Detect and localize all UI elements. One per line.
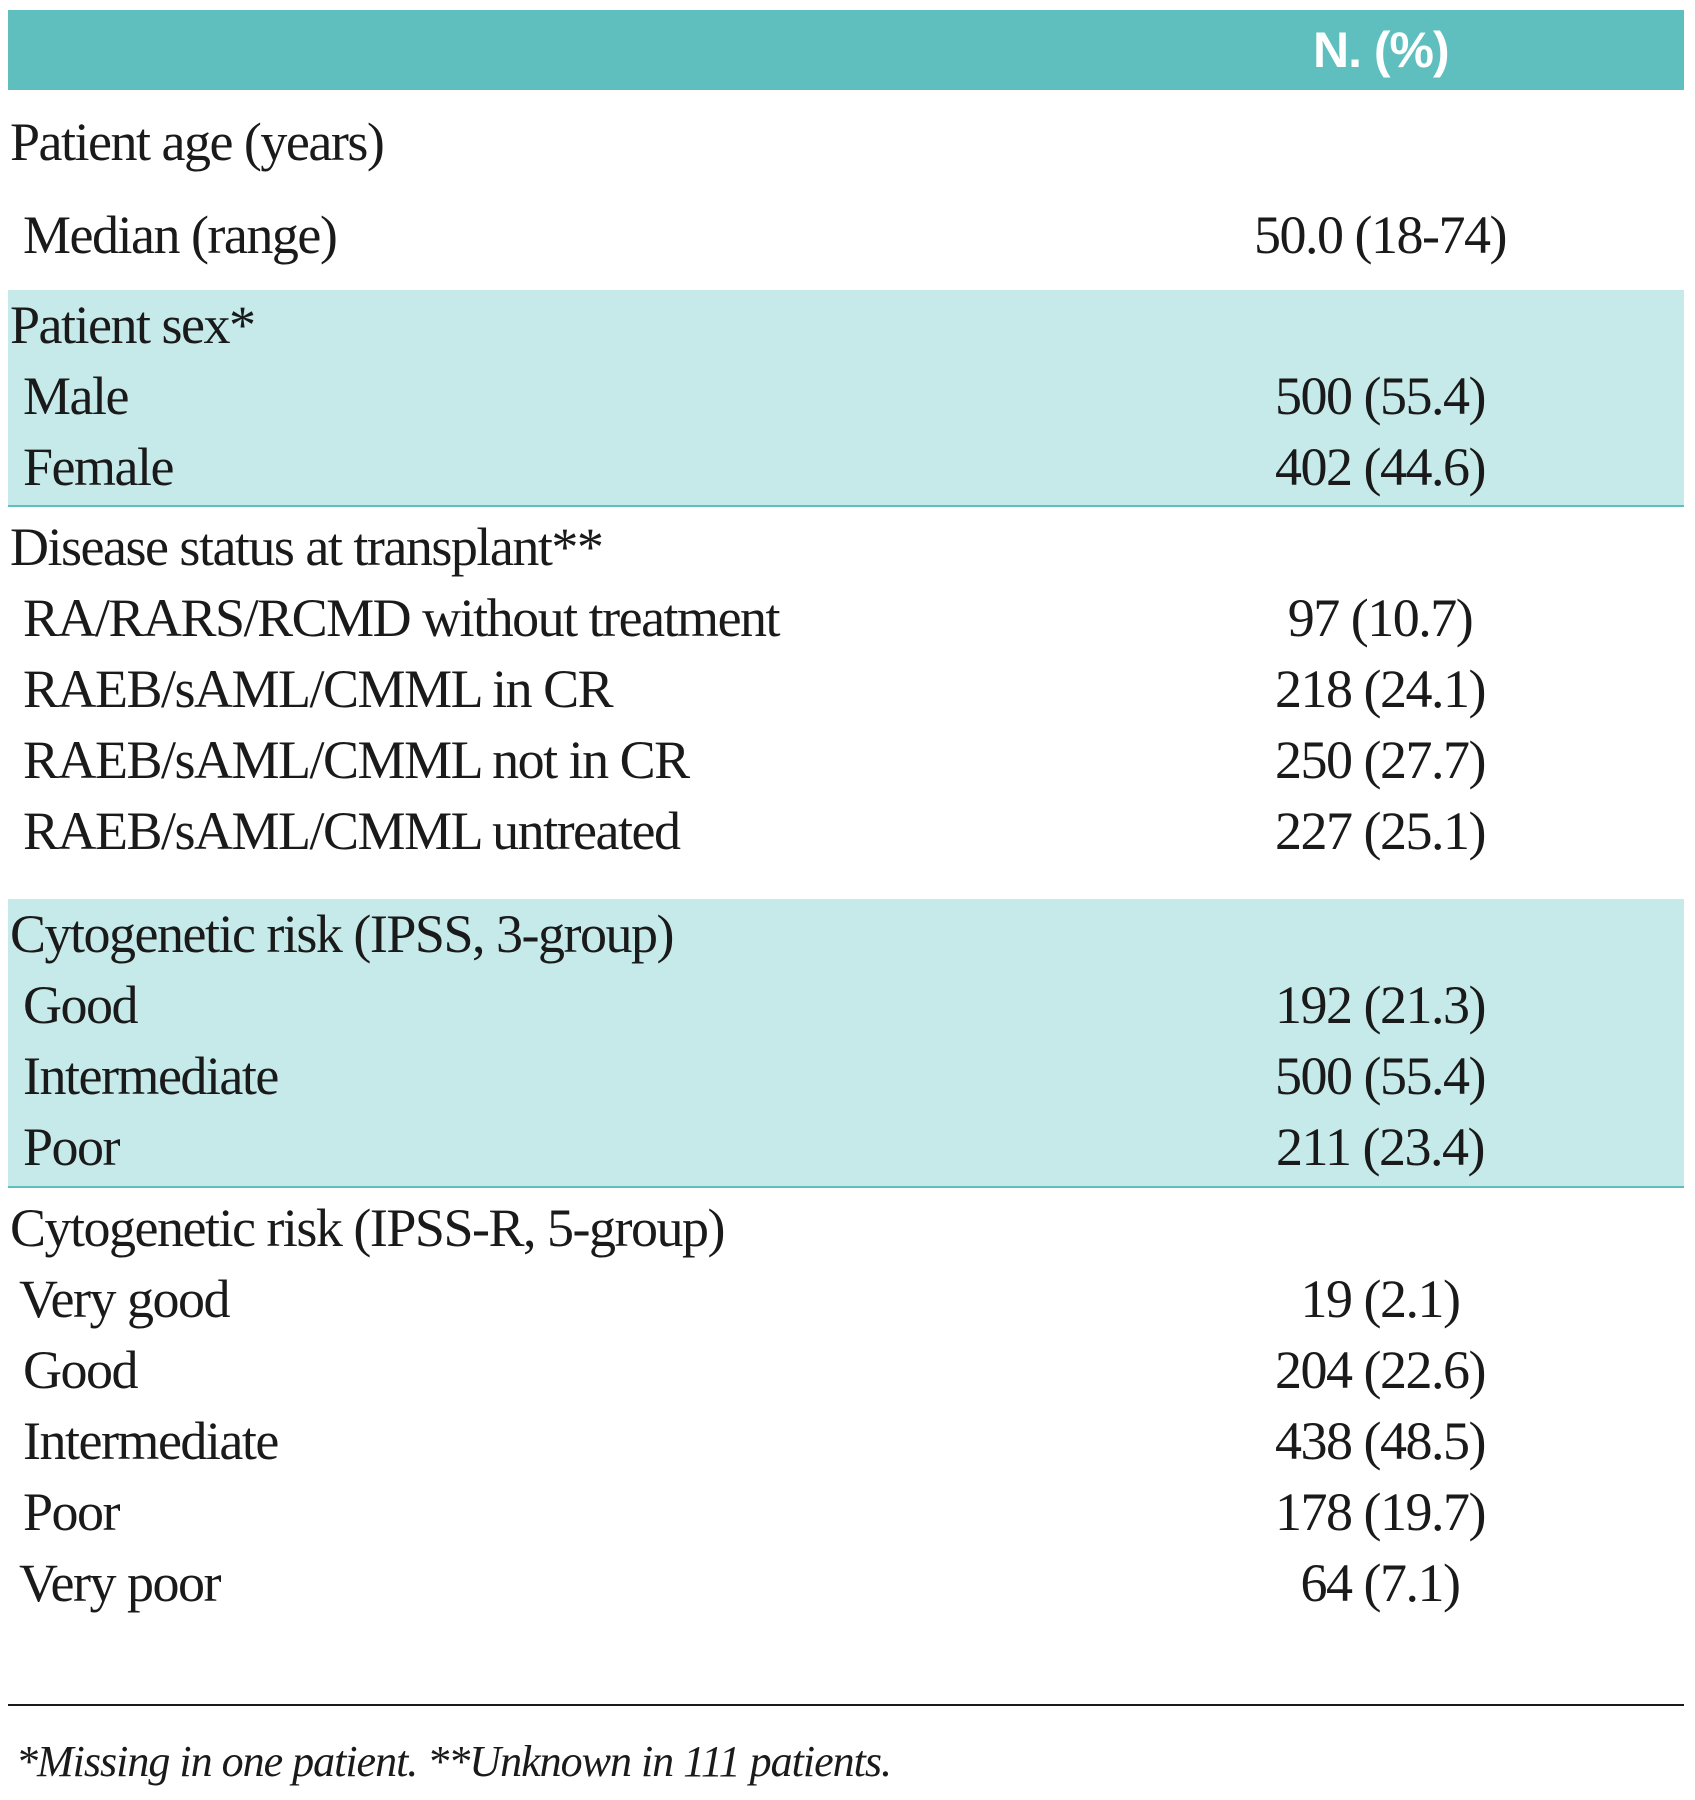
row-label: RAEB/sAML/CMML in CR xyxy=(23,659,613,719)
table-row xyxy=(8,725,1684,796)
table-row xyxy=(8,583,1684,654)
row-label: RAEB/sAML/CMML untreated xyxy=(23,801,680,861)
row-label: RAEB/sAML/CMML not in CR xyxy=(23,730,689,790)
section-patient-age xyxy=(8,107,1684,294)
section-title-row xyxy=(8,290,1684,361)
row-label: Good xyxy=(23,975,137,1035)
row-value: 500 (55.4) xyxy=(1275,366,1485,426)
table-row xyxy=(8,1477,1684,1548)
row-value: 19 (2.1) xyxy=(1300,1269,1460,1329)
patient-characteristics-table xyxy=(8,10,1684,1786)
row-label: Poor xyxy=(23,1117,120,1177)
table-row xyxy=(8,654,1684,725)
section-title: Cytogenetic risk (IPSS-R, 5-group) xyxy=(10,1198,724,1258)
table-footnote: *Missing in one patient. **Unknown in 111 patients. xyxy=(16,1737,891,1786)
table-row xyxy=(8,1112,1684,1183)
row-label: Male xyxy=(23,366,128,426)
section-title-row xyxy=(8,1193,1684,1264)
section-cytogenetic-ipss-r xyxy=(8,1188,1684,1619)
section-title: Cytogenetic risk (IPSS, 3-group) xyxy=(10,904,673,964)
table-row xyxy=(8,1548,1684,1619)
section-title: Patient sex* xyxy=(10,295,255,355)
row-value: 204 (22.6) xyxy=(1275,1340,1485,1400)
table-bottom-rule xyxy=(8,1704,1684,1706)
row-label: Female xyxy=(23,437,173,497)
value-column-header: N. (%) xyxy=(1313,22,1449,78)
row-value: 438 (48.5) xyxy=(1275,1411,1485,1471)
table-row xyxy=(8,970,1684,1041)
row-label: RA/RARS/RCMD without treatment xyxy=(23,588,780,648)
table-row xyxy=(8,796,1684,867)
row-value: 97 (10.7) xyxy=(1287,588,1473,648)
section-title: Disease status at transplant** xyxy=(10,517,603,577)
row-value: 64 (7.1) xyxy=(1300,1553,1460,1613)
table-row xyxy=(8,1041,1684,1112)
row-value: 192 (21.3) xyxy=(1275,975,1485,1035)
row-value: 178 (19.7) xyxy=(1275,1482,1485,1542)
row-value: 402 (44.6) xyxy=(1275,437,1485,497)
section-title: Patient age (years) xyxy=(10,112,384,172)
table-row xyxy=(8,432,1684,503)
table-row xyxy=(8,1264,1684,1335)
table-row xyxy=(8,361,1684,432)
section-patient-sex xyxy=(8,290,1684,507)
row-value: 250 (27.7) xyxy=(1275,730,1485,790)
row-label: Intermediate xyxy=(23,1046,278,1106)
row-value: 211 (23.4) xyxy=(1276,1117,1484,1177)
row-label: Very good xyxy=(19,1269,229,1329)
row-value: 50.0 (18-74) xyxy=(1254,205,1506,265)
row-value: 218 (24.1) xyxy=(1275,659,1485,719)
row-value: 500 (55.4) xyxy=(1275,1046,1485,1106)
table-header-bar xyxy=(8,10,1684,90)
section-title-row xyxy=(8,899,1684,970)
row-label: Very poor xyxy=(19,1553,220,1613)
section-title-row xyxy=(8,107,1684,178)
table-row xyxy=(8,1335,1684,1406)
row-value: 227 (25.1) xyxy=(1275,801,1485,861)
section-title-row xyxy=(8,512,1684,583)
table-row xyxy=(8,1406,1684,1477)
section-disease-status xyxy=(8,507,1684,902)
row-label: Poor xyxy=(23,1482,120,1542)
row-label: Median (range) xyxy=(23,205,337,265)
table-row xyxy=(8,200,1684,271)
row-label: Good xyxy=(23,1340,137,1400)
section-cytogenetic-ipss xyxy=(8,899,1684,1188)
row-label: Intermediate xyxy=(23,1411,278,1471)
